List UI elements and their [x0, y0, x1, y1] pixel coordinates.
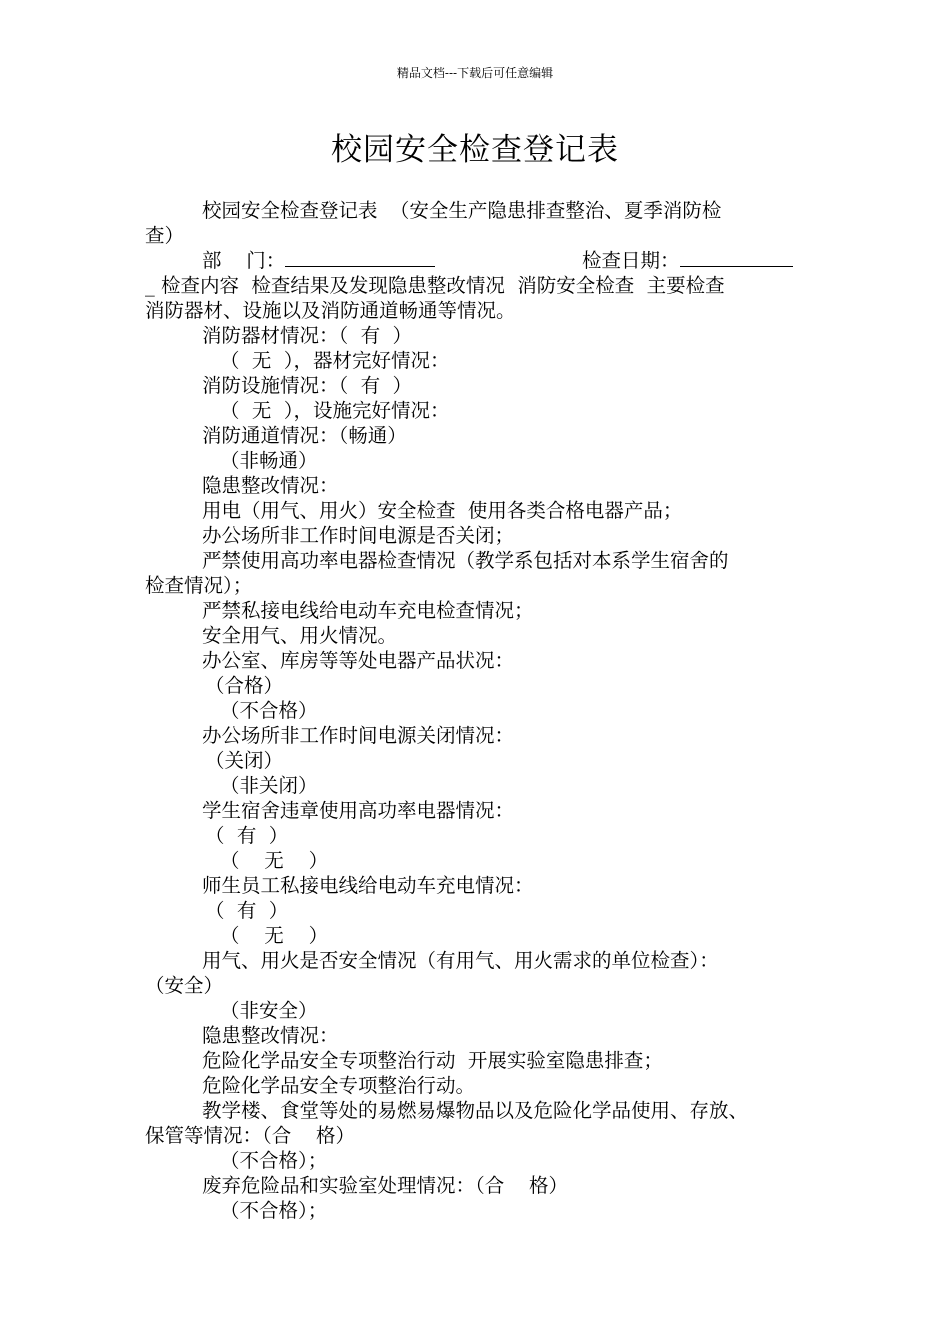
text-line: 消防器材情况：（ 有 ） [202, 324, 413, 347]
text-line: 危险化学品安全专项整治行动。 [202, 1074, 476, 1097]
department-date-row [145, 248, 810, 273]
text-line: 学生宿舍违章使用高功率电器情况： [202, 799, 515, 822]
date-label: 检查日期： [582, 249, 680, 272]
text-line: 校园安全检查登记表 （安全生产隐患排查整治、夏季消防检 [202, 199, 722, 222]
document-body [145, 198, 810, 1223]
text-line: 办公室、库房等等处电器产品状况： [202, 649, 515, 672]
text-line: （安全） [145, 974, 224, 997]
text-line: （ 无 ），器材完好情况： [220, 349, 450, 372]
text-line: （ 有 ） [205, 899, 289, 922]
text-line: 隐患整改情况： [202, 474, 339, 497]
text-line: 办公场所非工作时间电源是否关闭； [202, 524, 515, 547]
text-line: 用气、用火是否安全情况（有用气、用火需求的单位检查）： [202, 949, 719, 972]
text-line: （不合格）； [220, 1149, 328, 1172]
text-line: 消防器材、设施以及消防通道畅通等情况。 [145, 299, 516, 322]
text-line: 严禁使用高功率电器检查情况（教学系包括对本系学生宿舍的 [202, 549, 729, 572]
text-line: 办公场所非工作时间电源关闭情况： [202, 724, 515, 747]
department-label: 部 门： [202, 249, 286, 272]
text-line: 隐患整改情况： [202, 1024, 339, 1047]
text-line: 师生员工私接电线给电动车充电情况： [202, 874, 534, 897]
text-line: （关闭） [205, 749, 284, 772]
text-line: _ 检查内容 检查结果及发现隐患整改情况 消防安全检查 主要检查 [145, 274, 725, 297]
text-line: （非安全） [220, 999, 318, 1022]
text-line: （非畅通） [220, 449, 318, 472]
text-line: 废弃危险品和实验室处理情况：（合 格） [202, 1174, 569, 1197]
text-line: 查） [145, 224, 185, 247]
text-line: 危险化学品安全专项整治行动 开展实验室隐患排查； [202, 1049, 663, 1072]
text-line: （不合格） [220, 699, 318, 722]
text-line: 教学楼、食堂等处的易燃易爆物品以及危险化学品使用、存放、 [202, 1099, 749, 1122]
department-blank [285, 248, 435, 267]
text-line: （非关闭） [220, 774, 318, 797]
date-blank [680, 248, 793, 267]
page-title: 校园安全检查登记表 [331, 132, 619, 168]
text-line: 严禁私接电线给电动车充电检查情况； [202, 599, 534, 622]
text-line: 消防设施情况：（ 有 ） [202, 374, 413, 397]
text-line: 检查情况）； [145, 574, 253, 597]
text-line: （ 无 ） [220, 924, 329, 947]
text-line: （合格） [205, 674, 284, 697]
text-line: 消防通道情况：（畅通） [202, 424, 407, 447]
text-line: 安全用气、用火情况。 [202, 624, 398, 647]
text-line: 用电（用气、用火）安全检查 使用各类合格电器产品； [202, 499, 683, 522]
text-line: （不合格）； [220, 1199, 328, 1222]
text-line: （ 有 ） [205, 824, 289, 847]
text-line: （ 无 ），设施完好情况： [220, 399, 450, 422]
page-header: 精品文档---下载后可任意编辑 [396, 66, 554, 80]
text-line: （ 无 ） [220, 849, 329, 872]
text-line: 保管等情况：（合 格） [145, 1124, 356, 1147]
date-field [582, 248, 793, 273]
department-field [202, 248, 435, 273]
